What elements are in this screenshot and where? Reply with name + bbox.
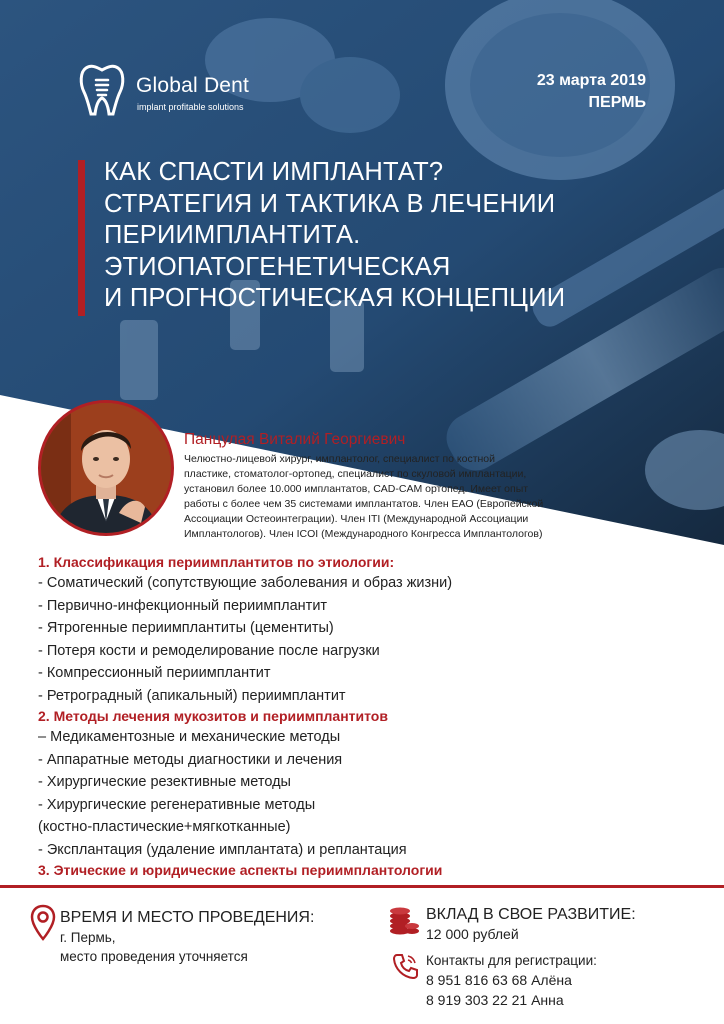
title-line: ПЕРИИМПЛАНТИТА. (104, 221, 361, 249)
map-pin-icon (30, 904, 56, 942)
section-title: 2. Методы лечения мукозитов и периимплантитов (38, 708, 388, 724)
list-item: - Хирургические резективные методы (38, 774, 291, 790)
title-line: И ПРОГНОСТИЧЕСКАЯ КОНЦЕПЦИИ (104, 284, 566, 312)
bio-line: Имплантологов). Член ICOI (Международного Конгресса Имплантологов) (184, 528, 543, 540)
brand-tagline: implant profitable solutions (137, 102, 244, 112)
fee-amount: 12 000 рублей (426, 926, 519, 942)
list-item: - Ретроградный (апикальный) периимплантит (38, 687, 346, 704)
title-accent-bar (78, 160, 85, 316)
contacts-heading: Контакты для регистрации: (426, 953, 597, 968)
event-city: ПЕРМЬ (588, 94, 646, 111)
brand-logo (78, 62, 278, 122)
title-line: ЭТИОПАТОГЕНЕТИЧЕСКАЯ (104, 252, 451, 281)
title-line: КАК СПАСТИ ИМПЛАНТАТ? (104, 158, 444, 186)
event-date: 23 марта 2019 (536, 72, 646, 89)
seminar-title (104, 157, 704, 315)
section-title: 1. Классификация периимплантитов по этиологии: (38, 554, 395, 570)
speaker-bio (184, 452, 654, 542)
contact-phone-1[interactable]: 8 951 816 63 68 Алёна (426, 972, 572, 988)
bio-line: пластике, стоматолог-ортопед, специалист по скуловой имплантации, (184, 468, 527, 480)
program (38, 553, 698, 880)
list-item: - Первично-инфекционный периимплантит (38, 597, 328, 614)
list-item: - Компрессионный периимплантит (38, 665, 271, 681)
venue-heading: ВРЕМЯ И МЕСТО ПРОВЕДЕНИЯ: (60, 909, 315, 926)
contact-phone-2[interactable]: 8 919 303 22 21 Анна (426, 992, 564, 1008)
list-item: (костно-пластические+мягкотканные) (38, 819, 291, 835)
phone-icon (392, 952, 418, 980)
bio-line: Ассоциации Остеоинтеграции). Член ITI (Международной Ассоциации (184, 513, 529, 525)
venue-place: место проведения уточняется (60, 949, 248, 964)
list-item: – Медикаментозные и механические методы (38, 729, 341, 745)
list-item: - Аппаратные методы диагностики и лечения (38, 751, 343, 768)
bio-line: установил более 10.000 имплантатов, CAD-CAM ортопед. Имеет опыт (184, 483, 529, 495)
footer-divider (0, 885, 724, 888)
event-date-block (537, 70, 646, 114)
list-item: - Эксплантация (удаление имплантата) и реплантация (38, 841, 407, 858)
section-title: 3. Этические и юридические аспекты периимплантологии (38, 862, 443, 878)
tooth-implant-icon (78, 62, 126, 118)
bio-line: работы с более чем 35 системами имплантатов. Член ЕАО (Европейской (184, 498, 544, 510)
title-line: СТРАТЕГИЯ И ТАКТИКА В ЛЕЧЕНИИ (104, 189, 556, 218)
venue-city: г. Пермь, (60, 930, 116, 945)
speaker-name: Панцулая Виталий Георгиевич (184, 431, 406, 448)
speaker-portrait (41, 403, 171, 533)
brand-name: Global Dent (136, 74, 250, 97)
fee-heading: ВКЛАД В СВОЕ РАЗВИТИЕ: (426, 906, 636, 923)
list-item: - Хирургические регенеративные методы (38, 796, 316, 813)
bio-line: Челюстно-лицевой хирург, имплантолог, специалист по костной (184, 453, 496, 465)
list-item: - Ятрогенные периимплантиты (цементиты) (38, 620, 334, 636)
coins-icon (388, 904, 420, 938)
speaker-photo (38, 400, 174, 536)
list-item: - Соматический (сопутствующие заболевания и образ жизни) (38, 575, 453, 591)
list-item: - Потеря кости и ремоделирование после нагрузки (38, 642, 380, 659)
